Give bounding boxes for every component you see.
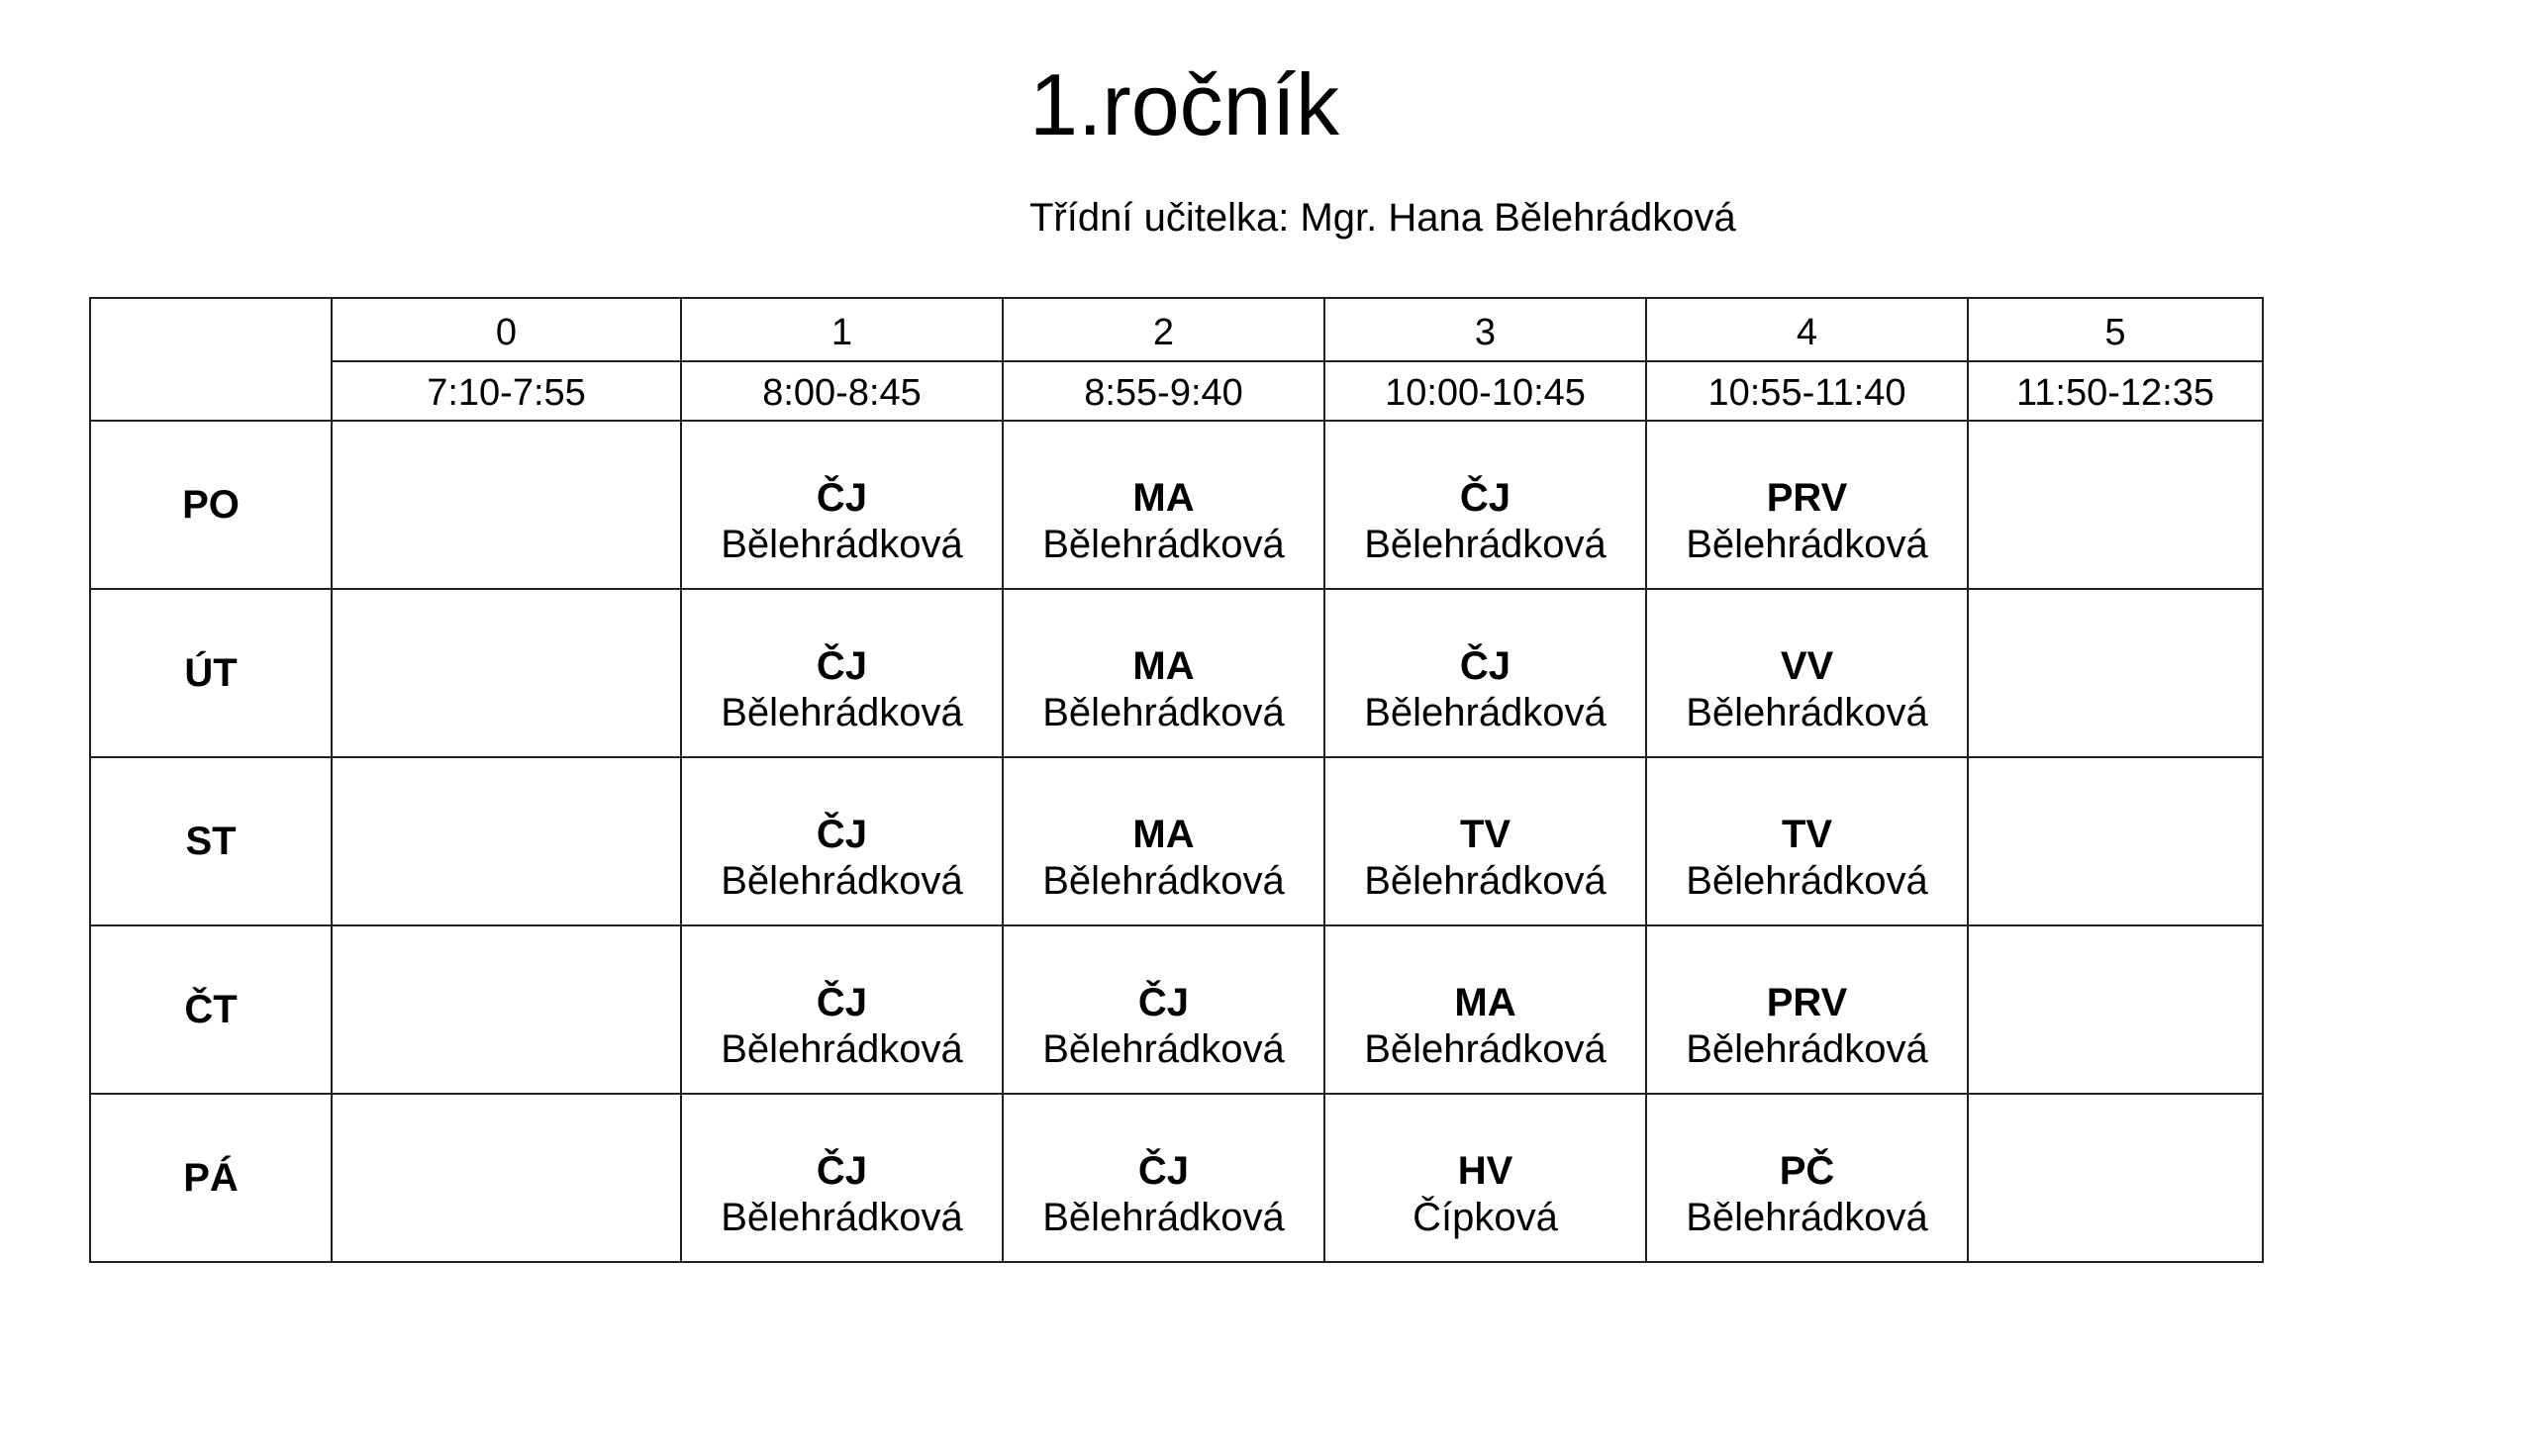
lesson-teacher: Bělehrádková xyxy=(1364,691,1607,734)
corner-cell xyxy=(90,298,332,421)
lesson-subject: ČJ xyxy=(1137,1149,1190,1193)
lesson-cell xyxy=(1003,589,1324,757)
lesson-teacher: Bělehrádková xyxy=(1686,523,1928,566)
lesson-cell xyxy=(1003,925,1324,1094)
period-time-row xyxy=(90,361,2263,421)
lesson-subject: ČJ xyxy=(816,981,868,1024)
lesson-cell xyxy=(1324,421,1646,589)
lesson-cell xyxy=(1646,589,1968,757)
lesson-teacher: Čípková xyxy=(1413,1196,1558,1239)
day-label: ST xyxy=(90,757,332,925)
day-label: ČT xyxy=(90,925,332,1094)
period-number: 2 xyxy=(1003,298,1324,361)
period-time: 10:00-10:45 xyxy=(1324,361,1646,421)
lesson-teacher: Bělehrádková xyxy=(1042,859,1285,903)
lesson-cell xyxy=(1968,757,2263,925)
lesson-cell xyxy=(1968,421,2263,589)
day-row xyxy=(90,925,2263,1094)
page-title: 1.ročník xyxy=(1029,55,1340,153)
lesson-subject: MA xyxy=(1132,644,1195,688)
lesson-teacher: Bělehrádková xyxy=(1686,1027,1928,1071)
lesson-cell xyxy=(1646,757,1968,925)
period-number: 5 xyxy=(1968,298,2263,361)
lesson-teacher: Bělehrádková xyxy=(1364,859,1607,903)
lesson-cell xyxy=(332,925,681,1094)
lesson-cell xyxy=(681,1094,1003,1262)
lesson-teacher: Bělehrádková xyxy=(1364,1027,1607,1071)
period-number: 1 xyxy=(681,298,1003,361)
lesson-subject: TV xyxy=(1459,813,1511,856)
lesson-teacher: Bělehrádková xyxy=(721,691,963,734)
lesson-cell xyxy=(332,1094,681,1262)
lesson-teacher: Bělehrádková xyxy=(721,523,963,566)
lesson-cell xyxy=(1324,757,1646,925)
period-number: 4 xyxy=(1646,298,1968,361)
lesson-teacher: Bělehrádková xyxy=(1042,523,1285,566)
lesson-teacher: Bělehrádková xyxy=(1686,1196,1928,1239)
period-time: 8:55-9:40 xyxy=(1003,361,1324,421)
period-time: 8:00-8:45 xyxy=(681,361,1003,421)
period-time: 10:55-11:40 xyxy=(1646,361,1968,421)
day-label: ÚT xyxy=(90,589,332,757)
lesson-subject: ČJ xyxy=(816,644,868,688)
lesson-subject: ČJ xyxy=(1137,981,1190,1024)
lesson-subject: ČJ xyxy=(1459,644,1511,688)
lesson-subject: TV xyxy=(1781,813,1833,856)
lesson-subject: MA xyxy=(1132,813,1195,856)
lesson-cell xyxy=(332,589,681,757)
lesson-teacher: Bělehrádková xyxy=(721,1027,963,1071)
lesson-cell xyxy=(1003,1094,1324,1262)
lesson-teacher: Bělehrádková xyxy=(1686,691,1928,734)
lesson-cell xyxy=(1968,589,2263,757)
lesson-teacher: Bělehrádková xyxy=(1042,691,1285,734)
day-label: PO xyxy=(90,421,332,589)
lesson-teacher: Bělehrádková xyxy=(1042,1027,1285,1071)
lesson-teacher: Bělehrádková xyxy=(721,1196,963,1239)
lesson-cell xyxy=(1003,421,1324,589)
lesson-cell xyxy=(681,589,1003,757)
lesson-subject: PČ xyxy=(1779,1149,1835,1193)
lesson-subject: HV xyxy=(1457,1149,1513,1193)
day-row xyxy=(90,1094,2263,1262)
lesson-subject: PRV xyxy=(1766,476,1848,520)
lesson-subject: MA xyxy=(1132,476,1195,520)
period-time: 11:50-12:35 xyxy=(1968,361,2263,421)
day-rows xyxy=(90,421,2263,1262)
lesson-cell xyxy=(1324,925,1646,1094)
lesson-teacher: Bělehrádková xyxy=(1686,859,1928,903)
lesson-cell xyxy=(1968,1094,2263,1262)
lesson-cell xyxy=(332,421,681,589)
day-row xyxy=(90,421,2263,589)
lesson-cell xyxy=(1646,1094,1968,1262)
period-number: 3 xyxy=(1324,298,1646,361)
day-row xyxy=(90,757,2263,925)
lesson-cell xyxy=(1003,757,1324,925)
day-row xyxy=(90,589,2263,757)
lesson-cell xyxy=(1646,421,1968,589)
lesson-subject: PRV xyxy=(1766,981,1848,1024)
lesson-cell xyxy=(1646,925,1968,1094)
class-teacher-line: Třídní učitelka: Mgr. Hana Bělehrádková xyxy=(1029,196,1736,240)
lesson-cell xyxy=(681,757,1003,925)
lesson-teacher: Bělehrádková xyxy=(1364,523,1607,566)
period-number-row xyxy=(90,298,2263,361)
lesson-subject: ČJ xyxy=(1459,476,1511,520)
lesson-cell xyxy=(1968,925,2263,1094)
lesson-teacher: Bělehrádková xyxy=(721,859,963,903)
lesson-cell xyxy=(1324,1094,1646,1262)
lesson-subject: ČJ xyxy=(816,1149,868,1193)
lesson-teacher: Bělehrádková xyxy=(1042,1196,1285,1239)
lesson-cell xyxy=(1324,589,1646,757)
period-time: 7:10-7:55 xyxy=(332,361,681,421)
period-number: 0 xyxy=(332,298,681,361)
lesson-subject: ČJ xyxy=(816,813,868,856)
lesson-cell xyxy=(332,757,681,925)
lesson-cell xyxy=(681,925,1003,1094)
lesson-subject: MA xyxy=(1454,981,1516,1024)
lesson-subject: VV xyxy=(1780,644,1834,688)
timetable xyxy=(89,297,2264,1263)
lesson-subject: ČJ xyxy=(816,476,868,520)
day-label: PÁ xyxy=(90,1094,332,1262)
lesson-cell xyxy=(681,421,1003,589)
